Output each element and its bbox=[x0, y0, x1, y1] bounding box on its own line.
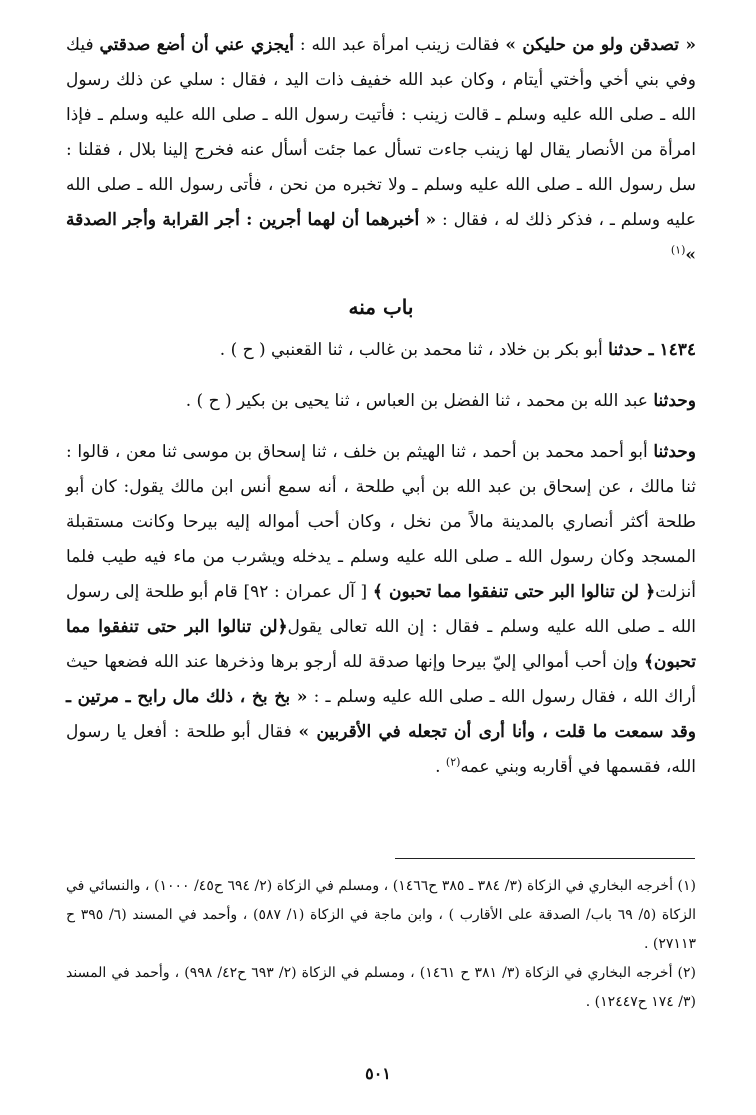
text-run: فقال أبو طلحة : أفعل يا رسول الله، فقسمها في أقاربه وبني عمه bbox=[66, 722, 696, 777]
text-run: فقالت زينب امرأة عبد الله : bbox=[293, 35, 506, 55]
text-run: وإن أحب أموالي إليّ بيرحا وإنها صدقة لله أرجو برها وذخرها عند الله فضعها حيث أراك الله ، فقال رسول الله ـ صلى الله عليه وسلم ـ : bbox=[66, 652, 697, 707]
text-run: أبو أحمد محمد بن أحمد ، ثنا الهيثم بن خلف ، ثنا إسحاق بن موسى ثنا معن ، قالوا : ثنا مالك ، عن إسحاق بن عبد الله بن أبي طلحة ، أنه سمع أنس ابن مالك يقول: كان أبو طلحة أكثر أنصاري بالمدينة مالاً من نخل ، وكان أحب أمواله إليه بيرحا وكانت مستقبلة المسجد وكان رسول الله ـ صلى الله عليه وسلم ـ يدخله ويشرب من ماء فيه طيب فلما أنزلت bbox=[66, 442, 696, 602]
footnote-divider bbox=[395, 858, 695, 859]
spacer bbox=[66, 368, 696, 384]
spacer bbox=[66, 419, 696, 435]
footnote-2: (٢) أخرجه البخاري في الزكاة (٣/ ٣٨١ ح ١٤٦١) ، ومسلم في الزكاة (٢/ ٦٩٣ ح٤٢/ ٩٩٨) ، وأحمد في المسند (٣/ ١٧٤ ح١٢٤٤٧) . bbox=[66, 965, 697, 1010]
chain-lead: وحدثنا bbox=[653, 442, 696, 462]
prophet-answer: « أخبرهما أن لهما أجرين : أجر القرابة وأجر الصدقة » bbox=[66, 210, 696, 265]
page-number: ٥٠١ bbox=[365, 1064, 391, 1083]
section-heading: باب منه bbox=[348, 295, 414, 319]
hadith-number: ١٤٣٤ ـ حدثنا bbox=[608, 340, 696, 360]
text-run: عبد الله بن محمد ، ثنا الفضل بن العباس ، ثنا يحيى بن بكير ( ح ) . bbox=[185, 391, 654, 411]
top-paragraph bbox=[66, 28, 696, 273]
main-paragraph bbox=[66, 435, 696, 785]
prophet-quote: « تصدقن ولو من حليكن » bbox=[505, 35, 696, 55]
text-run: . bbox=[435, 757, 446, 777]
footnote-ref: (٢) bbox=[445, 755, 461, 769]
text-run: أبو بكر بن خلاد ، ثنا محمد بن غالب ، ثنا القعنبي ( ح ) . bbox=[219, 340, 609, 360]
chain-lead: وحدثنا bbox=[653, 391, 696, 411]
hadith-chain-2 bbox=[66, 384, 696, 419]
page-body bbox=[66, 28, 696, 785]
quran-verse: ﴿لن تنالوا البر حتى تنفقوا مما تحبون﴾ bbox=[66, 617, 696, 672]
footnotes bbox=[66, 872, 696, 1017]
question-quote: أيجزي عني أن أضع صدقتي bbox=[99, 35, 294, 55]
text-run: فيك وفي بني أخي وأختي أيتام ، وكان عبد الله خفيف ذات اليد ، فقال : سلي عن ذلك رسول الله ـ صلى الله عليه وسلم ـ قالت زينب : فأتيت رسول الله ـ صلى الله عليه وسلم ـ فإذا امرأة من الأنصار يقال لها زينب جاءت تسأل عما جئت أسأل عنه فخرج إلينا بلال ، فقلنا : سل رسول الله ـ صلى الله عليه وسلم ـ ولا تخبره من نحن ، فأتى رسول الله ـ صلى الله عليه وسلم ـ ، فذكر ذلك له ، فقال : bbox=[66, 35, 696, 230]
footnote-1: (١) أخرجه البخاري في الزكاة (٣/ ٣٨٤ ـ ٣٨٥ ح١٤٦٦) ، ومسلم في الزكاة (٢/ ٦٩٤ ح٤٥/ ١٠٠٠) ، والنسائي في الزكاة (٥/ ٦٩ باب/ الصدقة على الأقارب ) ، وابن ماجة في الزكاة (١/ ٥٨٧) ، وأحمد في المسند (٦/ ٣٩٥ ح ٢٧١١٣) . bbox=[66, 878, 696, 952]
text-run: [ آل عمران : ٩٢] قام أبو طلحة إلى رسول الله ـ صلى الله عليه وسلم ـ فقال : إن الله تعالى يقول bbox=[66, 582, 696, 637]
footnote-ref: (١) bbox=[670, 243, 686, 257]
quran-verse: ﴿ لن تنالوا البر حتى تنفقوا مما تحبون ﴾ bbox=[372, 582, 656, 602]
hadith-chain-1 bbox=[66, 333, 696, 368]
prophet-quote: « بخ بخ ، ذلك مال رابح ـ مرتين ـ وقد سمعت ما قلت ، وأنا أرى أن تجعله في الأقربين » bbox=[66, 687, 696, 742]
